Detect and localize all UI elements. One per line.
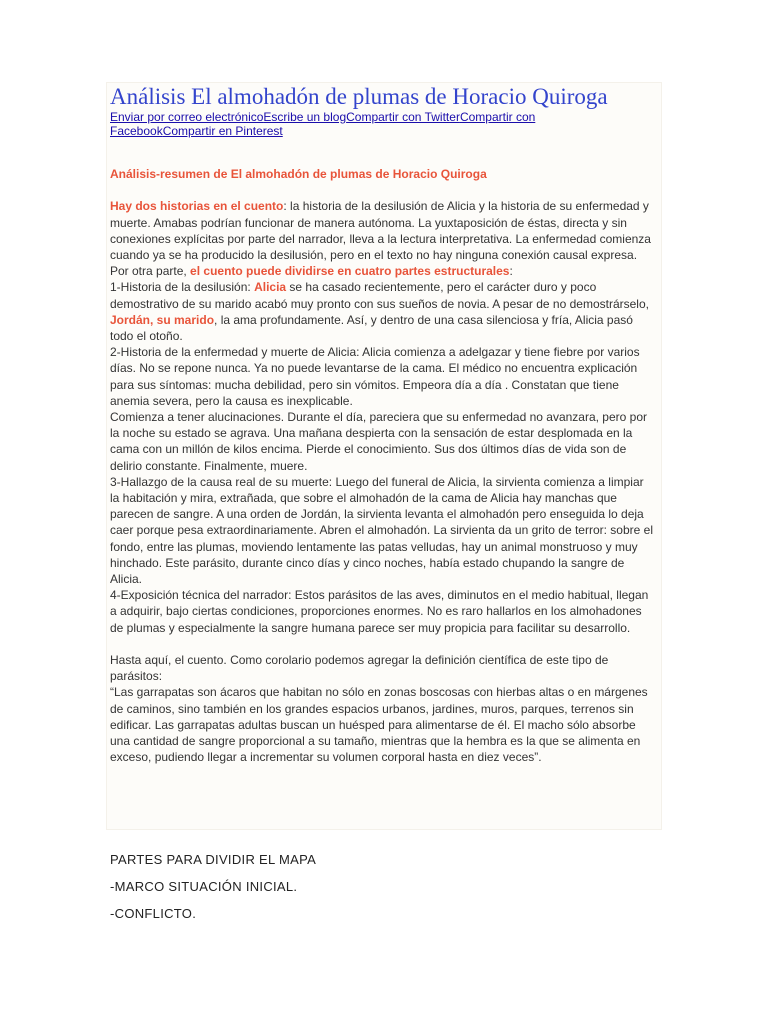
bottom-line-conflicto: -CONFLICTO.: [110, 906, 197, 921]
highlight-alicia: Alicia: [254, 280, 287, 295]
article-subheading: Análisis-resumen de El almohadón de plumas de Horacio Quiroga: [110, 167, 487, 181]
bottom-line-marco: -MARCO SITUACIÓN INICIAL.: [110, 879, 298, 894]
share-twitter-link[interactable]: Compartir con Twitter: [346, 110, 460, 124]
paragraph-part-4: 4-Exposición técnica del narrador: Estos parásitos de las aves, diminutos en el medio habitual, llegan a adquirir, bajo ciertas condiciones, proporciones enormes. No es raro hallarlos en los almohadones de plumas y especialmente la sangre humana parece ser muy propicia para facilitar su desarrollo.: [110, 588, 649, 635]
paragraph-quote: “Las garrapatas son ácaros que habitan no sólo en zonas boscosas con hierbas altas o en márgenes de caminos, sino también en los grandes espacios urbanos, jardines, muros, parques, terrenos sin edificar. Las garrapatas adultas buscan un huésped para alimentarse de él. El macho sólo absorbe una cantidad de sangre proporcional a su tamaño, mientras que la hembra es la que se alimenta en exceso, pudiendo llegar a incrementar su volumen corporal hasta en diez veces”.: [110, 685, 648, 765]
text-four-parts-post: :: [509, 264, 513, 279]
paragraph-corollary: Hasta aquí, el cuento. Como corolario podemos agregar la definición científica de este tipo de parásitos:: [110, 653, 609, 684]
article-title: Análisis El almohadón de plumas de Horacio Quiroga: [110, 84, 608, 109]
text-four-parts-pre: Por otra parte,: [110, 264, 191, 279]
text-part-1-b: se ha casado recientemente, pero el carácter duro y poco demostrativo de su marido acabó muy pronto con sus sueños de novia. A pesar de no demostrárselo,: [110, 280, 649, 311]
paragraph-part-2: 2-Historia de la enfermedad y muerte de Alicia: Alicia comienza a adelgazar y tiene fiebre por varios días. No se repone nunca. Ya no puede levantarse de la cama. El médico no encuentra explicación para sus síntomas: mucha debilidad, pero sin vómitos. Empeora día a día . Constatan que tiene anemia severa, pero la causa es inexplicable.: [110, 345, 640, 408]
paragraph-part-1: [110, 279, 655, 344]
text-part-1-c: , la ama profundamente. Así, y dentro de una casa silenciosa y fría, Alicia pasó todo el otoño.: [110, 312, 633, 344]
highlight-two-stories: Hay dos historias en el cuento: [110, 199, 284, 214]
paragraph-spacer: [110, 636, 655, 652]
paragraph-four-parts: [110, 263, 655, 279]
paragraph-part-3: 3-Hallazgo de la causa real de su muerte: Luego del funeral de Alicia, la sirvienta comienza a limpiar la habitación y mira, extrañada, que sobre el almohadón de la cama de Alicia hay manchas que parecen de sangre. A una orden de Jordán, la sirvienta levanta el almohadón pero enseguida lo deja caer porque pesa extraordinariamente. Abren el almohadón. La sirvienta da un grito de terror: sobre el fondo, entre las plumas, moviendo lentamente las patas velludas, hay un animal monstruoso y muy hinchado. Este parásito, durante cinco días y cinco noches, había estado chupando la sangre de Alicia.: [110, 474, 653, 587]
share-links: [110, 110, 590, 138]
share-blog-link[interactable]: Escribe un blog: [263, 110, 347, 124]
highlight-jordan: Jordán, su marido: [110, 312, 215, 327]
bottom-heading: PARTES PARA DIVIDIR EL MAPA: [110, 852, 317, 867]
paragraph-hallucinations: Comienza a tener alucinaciones. Durante el día, pareciera que su enfermedad no avanzara, pero por la noche su estado se agrava. Una mañana despierta con la sensación de estar desplomada en la cama con un millón de kilos encima. Pierde el conocimiento. Sus dos últimos días de vida son de delirio constante. Finalmente, muere.: [110, 410, 647, 473]
text-part-1-a: 1-Historia de la desilusión:: [110, 280, 255, 295]
share-email-link[interactable]: Enviar por correo electrónico: [110, 110, 264, 124]
share-facebook-link[interactable]: Compartir con Facebook: [110, 110, 536, 138]
highlight-four-parts: el cuento puede dividirse en cuatro partes estructurales: [190, 264, 510, 279]
paragraph-two-stories: [110, 198, 655, 263]
text-two-stories: : la historia de la desilusión de Alicia y la historia de su enfermedad y muerte. Amabas podrían funcionar de manera autónoma. La yuxtaposición de éstas, directa y sin conexiones explícitas por parte del narrador, lleva a la lectura interpretativa. La enfermedad comienza cuando ya se ha producido la desilusión, pero en el texto no hay ninguna conexión causal expresa.: [110, 199, 651, 262]
share-pinterest-link[interactable]: Compartir en Pinterest: [162, 124, 283, 138]
article-body: [110, 166, 655, 765]
